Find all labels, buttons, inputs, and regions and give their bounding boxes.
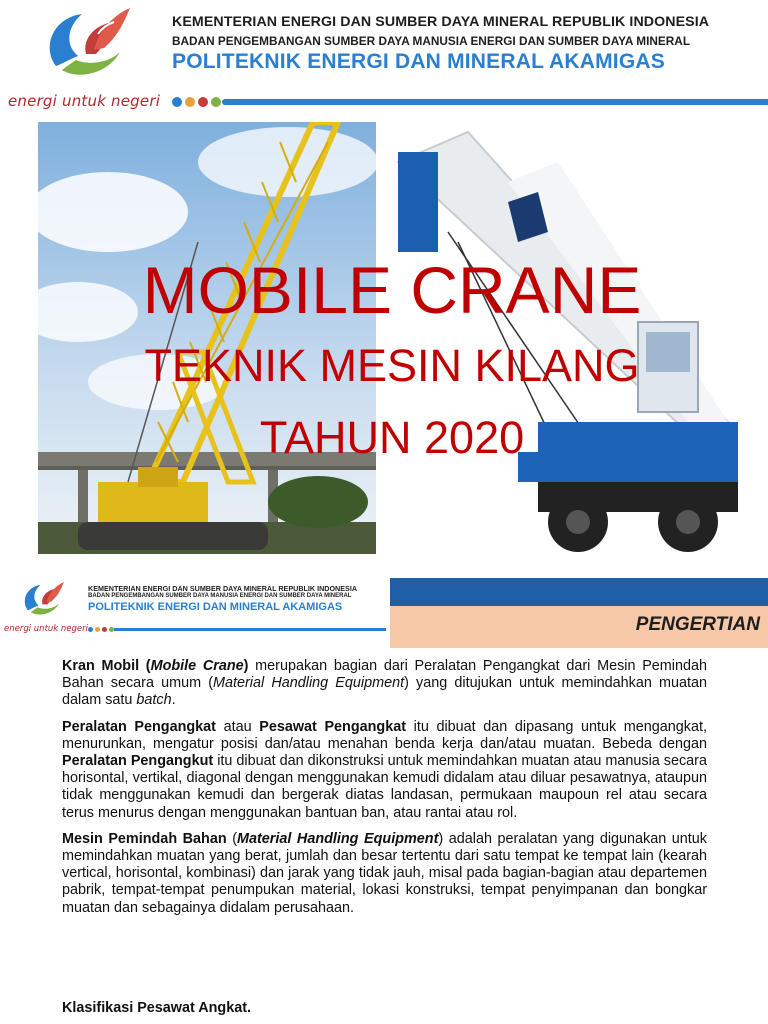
header-divider [222, 99, 768, 105]
slide-header [0, 0, 768, 112]
paragraph-mesin-pemindah-bahan [62, 831, 707, 917]
section-agency-name: BADAN PENGEMBANGAN SUMBER DAYA MANUSIA ENERGI DAN SUMBER DAYA MINERAL [88, 593, 352, 599]
section-tagline: energi untuk negeri [4, 624, 89, 634]
body-text: ) adalah peralatan yang digunakan untuk memindahkan muatan yang berat, jumlah dan besar tertentu dari satu tempat ke tempat lain (kearah vertical, horisontal, kombinasi) dan jarak yang tidak jauh, misal pada bagian-bagian atau departemen pabrik, tempat-tempat penumpukan material, lokasi konstruksi, tempat penyimpanan dan bongkar muatan dan sebagainya didalam perusahaan. [62, 830, 707, 916]
bold-text: Peralatan Pengangkat [62, 718, 216, 735]
bold-italic-text: Material Handling Equipment [236, 830, 439, 847]
body-text: merupakan bagian dari Peralatan Pengangkat dari Mesin Pemindah Bahan secara umum ( [62, 658, 707, 692]
ministry-name: KEMENTERIAN ENERGI DAN SUMBER DAYA MINERAL REPUBLIK INDONESIA [172, 14, 710, 30]
italic-text: Material Handling Equipment [213, 675, 405, 692]
paragraph-mobile-crane [62, 658, 707, 710]
section-ministry-name: KEMENTERIAN ENERGI DAN SUMBER DAYA MINERAL REPUBLIK INDONESIA [88, 584, 358, 593]
body-text: atau [215, 718, 260, 735]
dot-red [102, 627, 107, 632]
presentation-year: TAHUN 2020 [259, 412, 525, 463]
dot-blue [88, 627, 93, 632]
agency-name: BADAN PENGEMBANGAN SUMBER DAYA MANUSIA ENERGI DAN SUMBER DAYA MINERAL [172, 34, 691, 48]
body-text: itu dibuat dan dipasang untuk mengangkat, menurunkan, mengatur posisi dan/atau menahan benda kerja dan/atau muatan. Bebeda dengan [62, 718, 707, 752]
presentation-subtitle: TEKNIK MESIN KILANG [144, 340, 640, 391]
section-header [0, 574, 768, 650]
body-text: ( [226, 830, 237, 847]
body-text: . [171, 692, 176, 709]
akamigas-logo-icon [38, 4, 136, 90]
presentation-title: MOBILE CRANE [142, 253, 642, 327]
section-institution-name: POLITEKNIK ENERGI DAN MINERAL AKAMIGAS [88, 601, 343, 613]
decorative-dots-small [88, 627, 114, 632]
italic-text: batch [136, 692, 172, 709]
tagline: energi untuk negeri [8, 92, 161, 110]
dot-orange [185, 97, 195, 107]
bold-text: ) [243, 658, 249, 674]
section-header-divider [114, 628, 386, 631]
paragraph-peralatan-pengangkat [62, 719, 707, 822]
section-title: PENGERTIAN [635, 614, 760, 635]
dot-green [211, 97, 221, 107]
bold-text: Kran Mobil ( [62, 658, 151, 674]
dot-blue [172, 97, 182, 107]
hero-section [38, 122, 738, 572]
bold-text: Peralatan Pengangkut [62, 753, 214, 770]
bold-text: Pesawat Pengangkat [259, 718, 407, 735]
bold-text: Mesin Pemindah Bahan [62, 830, 227, 847]
body-text: ) yang ditujukan untuk memindahkan muatan dalam satu [62, 675, 708, 709]
akamigas-logo-small-icon [18, 580, 68, 622]
dot-orange [95, 627, 100, 632]
dot-red [198, 97, 208, 107]
bold-italic-text: Mobile Crane [150, 658, 244, 674]
decorative-dots [172, 97, 221, 107]
body-content [62, 658, 707, 926]
institution-name: POLITEKNIK ENERGI DAN MINERAL AKAMIGAS [172, 50, 665, 73]
body-text: itu dibuat dan dikonstruksi untuk memindahkan muatan atau manusia secara horisontal, vertikal, diagonal dengan menggunakan kemudi didalam atau diluar pesawatnya, ataupun tidak menggunakan kemudi dan bergerak diatas landasan, permukaan maupoun rel atau secara terus menurus dengan menggunakan bantuan ban, atau rantai atau rol. [62, 753, 707, 821]
section-bar-blue [390, 578, 768, 606]
classification-heading: Klasifikasi Pesawat Angkat. [62, 1000, 252, 1016]
